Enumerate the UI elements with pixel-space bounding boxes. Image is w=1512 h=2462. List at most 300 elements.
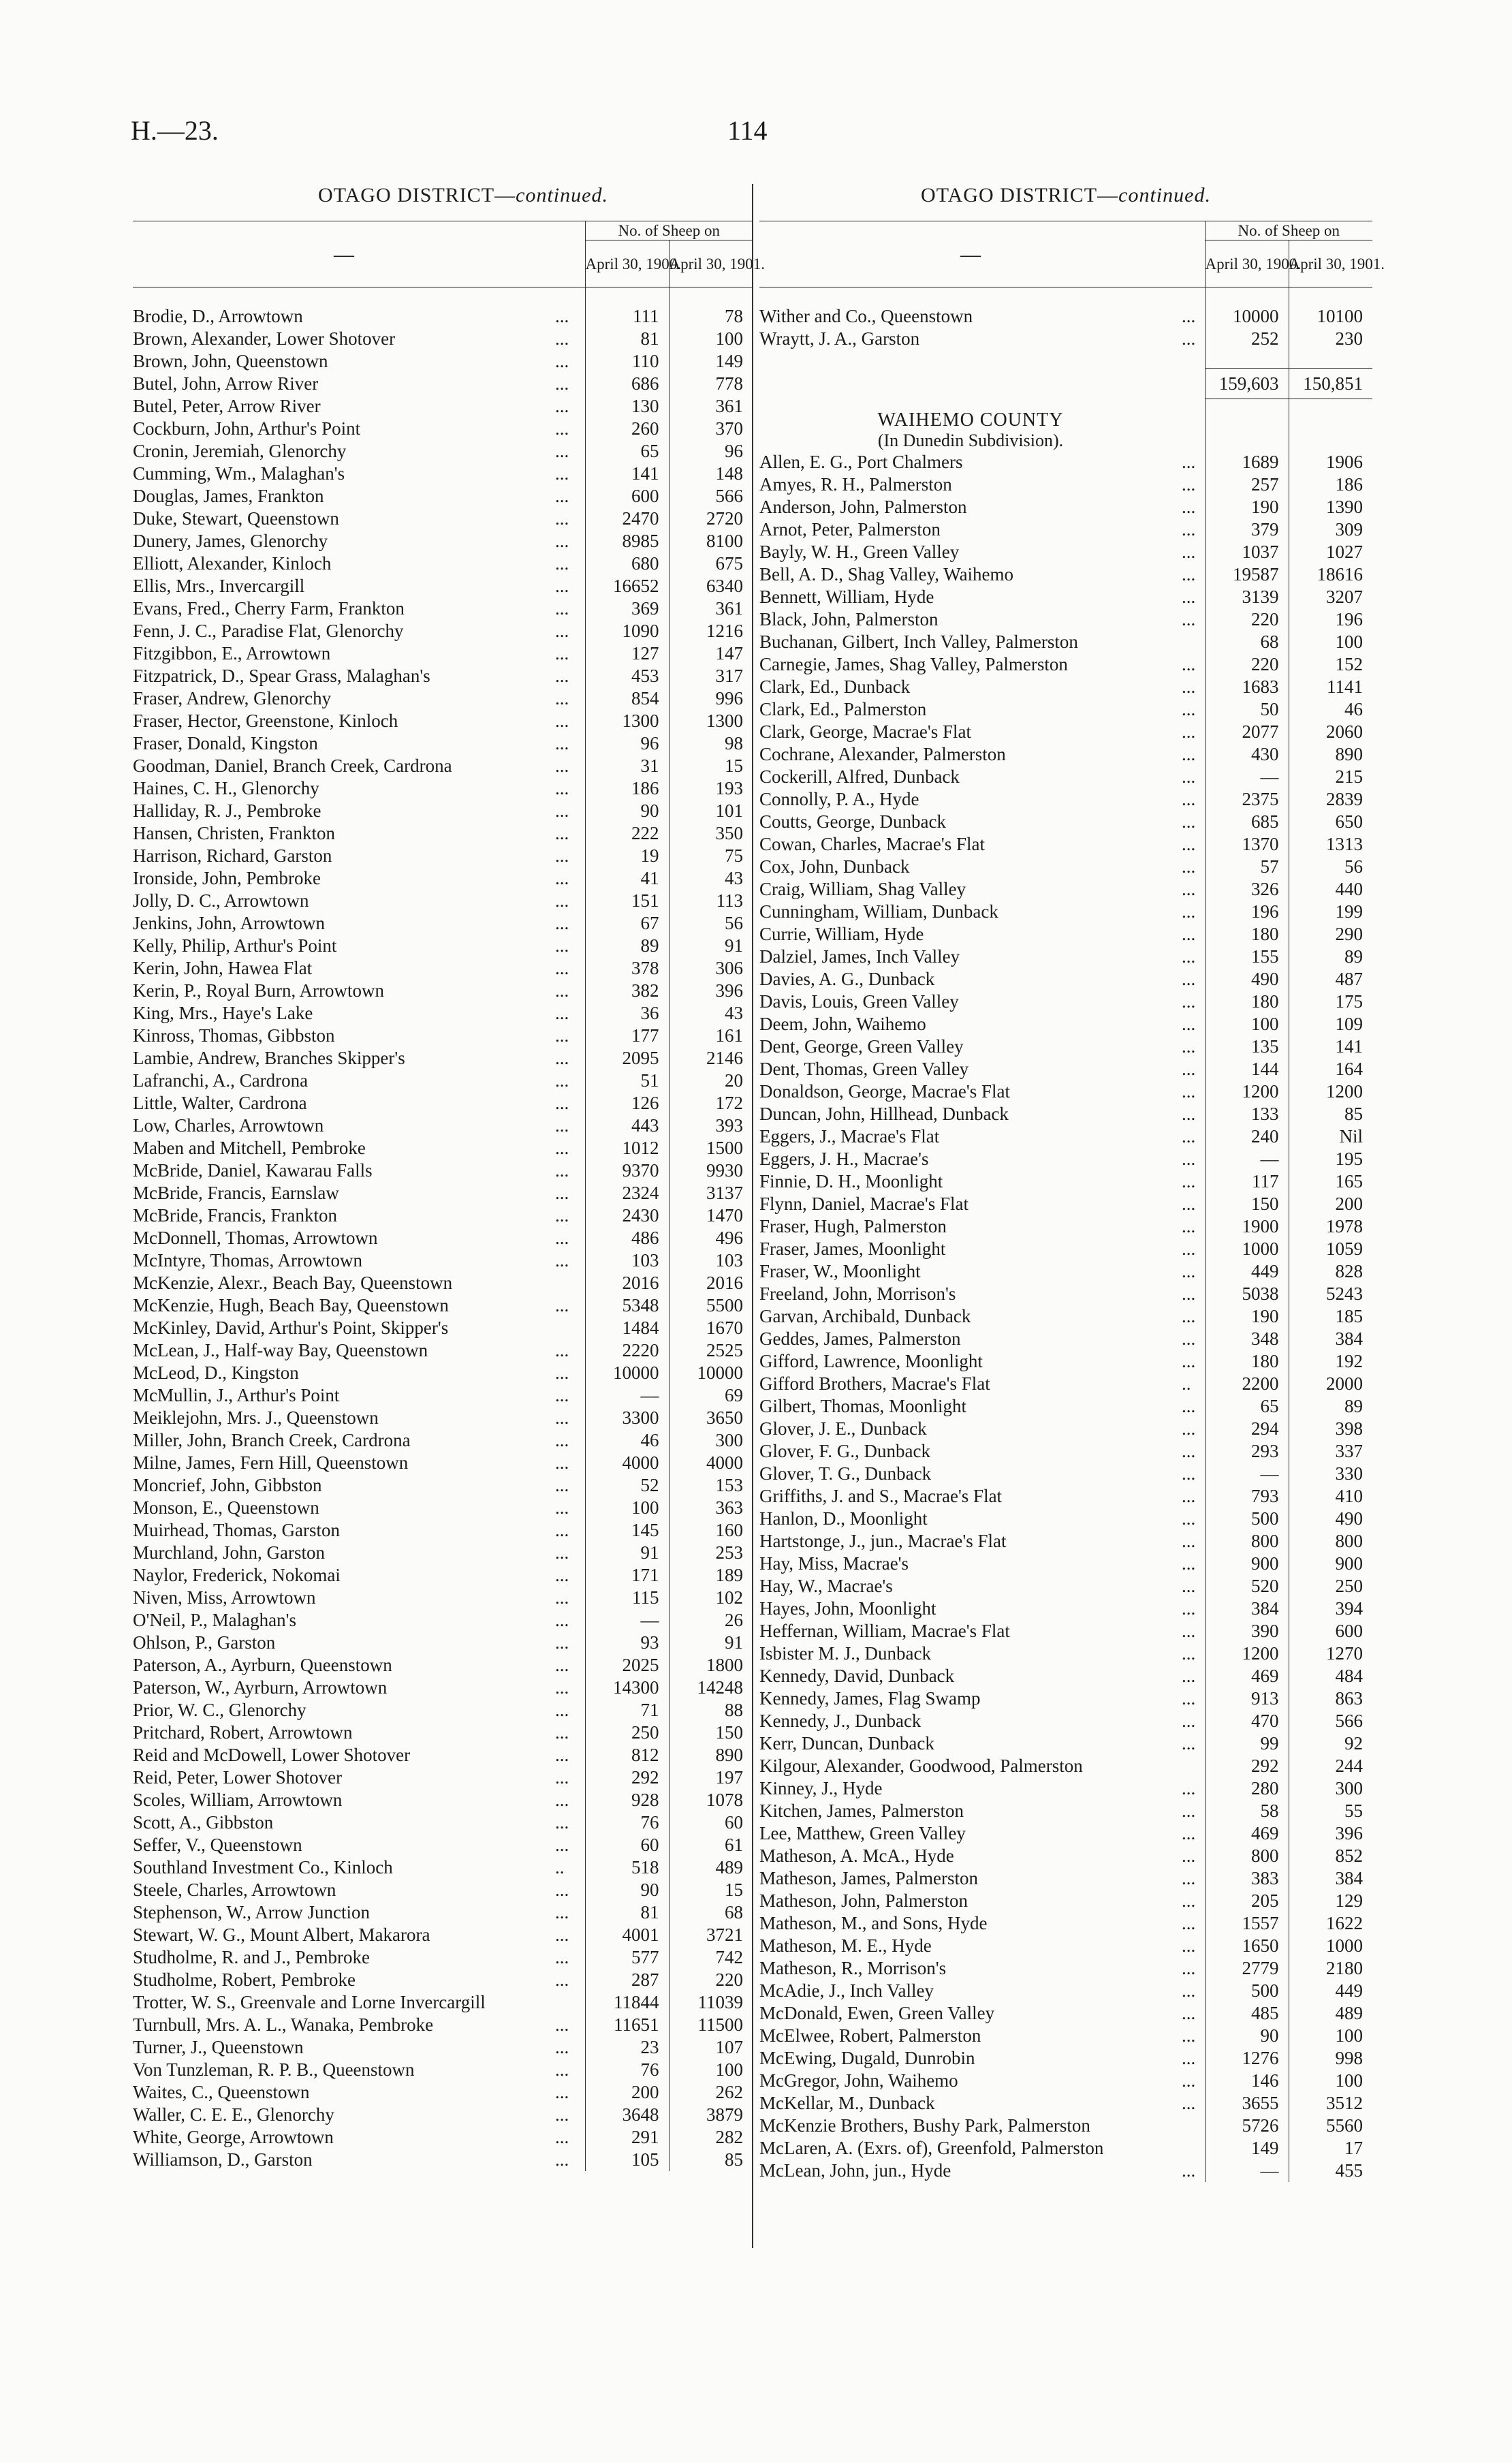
leader-dots: ...: [1182, 878, 1196, 899]
sheep-1900: 1900: [1205, 1215, 1289, 1238]
sheep-1901: 393: [669, 1115, 753, 1137]
leader-dots: ...: [1182, 1845, 1196, 1866]
table-row: [133, 1654, 753, 1677]
sheep-1900: 469: [1205, 1822, 1289, 1845]
leader-dots: ...: [1182, 1103, 1196, 1124]
left-title-continued: continued.: [516, 184, 608, 206]
owner-name: McLaren, A. (Exrs. of), Greenfold, Palmerston: [759, 2137, 1104, 2158]
leader-dots: ...: [1182, 1328, 1196, 1349]
leader-dots: ...: [555, 1025, 569, 1046]
sheep-1900: 150: [1205, 1193, 1289, 1215]
sheep-1900: 500: [1205, 1980, 1289, 2002]
table-row: [133, 800, 753, 822]
sheep-1900: 793: [1205, 1485, 1289, 1508]
table-row: [133, 1677, 753, 1699]
sheep-1900: 100: [585, 1497, 669, 1519]
leader-dots: ...: [555, 621, 569, 641]
owner-name: Cockburn, John, Arthur's Point: [133, 418, 361, 439]
sheep-1900: 5726: [1205, 2115, 1289, 2137]
table-row: [133, 1452, 753, 1474]
leader-dots: ...: [1182, 2070, 1196, 2091]
sheep-1901: 300: [1289, 1777, 1372, 1800]
table-row: [133, 350, 753, 373]
sheep-1900: 390: [1205, 1620, 1289, 1642]
sheep-1900: 81: [585, 1901, 669, 1924]
sheep-1900: 1300: [585, 710, 669, 732]
sheep-1900: 50: [1205, 698, 1289, 721]
table-row: [759, 946, 1372, 968]
leader-dots: ...: [555, 1947, 569, 1967]
sheep-1901: 5560: [1289, 2115, 1372, 2137]
leader-dots: ...: [555, 1520, 569, 1540]
leader-dots: ...: [1182, 1687, 1196, 1709]
owner-name: Von Tunzleman, R. P. B., Queenstown: [133, 2059, 415, 2080]
table-row: [133, 1789, 753, 1811]
sheep-1900: 486: [585, 1227, 669, 1249]
sheep-1901: 484: [1289, 1665, 1372, 1687]
leader-dots: ...: [555, 733, 569, 753]
owner-name: King, Mrs., Haye's Lake: [133, 1003, 313, 1023]
sheep-1900: 105: [585, 2149, 669, 2171]
sheep-1900: 31: [585, 755, 669, 777]
owner-name: McKenzie Brothers, Bushy Park, Palmerston: [759, 2115, 1090, 2136]
table-row: [759, 1553, 1372, 1575]
table-row: [133, 1609, 753, 1632]
sheep-1900: 600: [585, 485, 669, 508]
owner-name: Griffiths, J. and S., Macrae's Flat: [759, 1485, 1003, 1506]
sheep-1900: 1090: [585, 620, 669, 642]
owner-name: Turnbull, Mrs. A. L., Wanaka, Pembroke: [133, 2014, 434, 2035]
sheep-1900: 1683: [1205, 676, 1289, 698]
sheep-1900: 369: [585, 597, 669, 620]
leader-dots: ...: [555, 2014, 569, 2035]
table-row: [133, 1879, 753, 1901]
sheep-1901: 2180: [1289, 1957, 1372, 1980]
leader-dots: ...: [555, 800, 569, 821]
leader-dots: ...: [1182, 328, 1196, 349]
sheep-1900: 11844: [585, 1991, 669, 2014]
leader-dots: ...: [1182, 473, 1196, 495]
table-row: [133, 2126, 753, 2149]
table-row: [759, 1890, 1372, 1912]
table-row: [133, 980, 753, 1002]
leader-dots: ...: [1182, 2047, 1196, 2068]
leader-dots: ...: [555, 1138, 569, 1158]
table-row: [133, 1924, 753, 1946]
sheep-1900: 117: [1205, 1170, 1289, 1193]
leader-dots: ...: [555, 508, 569, 529]
sheep-1901: 107: [669, 2036, 753, 2059]
sheep-1901: 2839: [1289, 788, 1372, 811]
table-row: [133, 597, 753, 620]
right-col-1900: April 30, 1900.: [1205, 240, 1289, 287]
table-row: [133, 642, 753, 665]
sheep-1900: —: [585, 1609, 669, 1632]
owner-name: Studholme, R. and J., Pembroke: [133, 1947, 370, 1967]
table-row: [133, 1204, 753, 1227]
sheep-1900: 240: [1205, 1125, 1289, 1148]
sheep-1901: 384: [1289, 1328, 1372, 1350]
owner-name: Fraser, James, Moonlight: [759, 1238, 946, 1259]
table-row: [133, 890, 753, 912]
sheep-1901: 370: [669, 418, 753, 440]
owner-name: Clark, Ed., Palmerston: [759, 698, 927, 719]
owner-name: Haines, C. H., Glenorchy: [133, 778, 319, 798]
sheep-1900: 280: [1205, 1777, 1289, 1800]
table-row: [133, 620, 753, 642]
owner-name: Matheson, James, Palmerston: [759, 1867, 978, 1888]
right-sheep-header: No. of Sheep on: [1205, 221, 1372, 240]
table-row: [759, 923, 1372, 946]
sheep-1901: 3207: [1289, 586, 1372, 608]
leader-dots: ...: [555, 643, 569, 664]
sheep-1901: 91: [669, 1632, 753, 1654]
owner-name: Southland Investment Co., Kinloch: [133, 1857, 393, 1877]
sheep-1900: 485: [1205, 2002, 1289, 2025]
subdivision-heading: (In Dunedin Subdivision).: [877, 430, 1064, 450]
sheep-1900: 19: [585, 845, 669, 867]
sheep-1900: 52: [585, 1474, 669, 1497]
table-row: [759, 451, 1372, 473]
owner-name: McKinley, David, Arthur's Point, Skipper's: [133, 1318, 449, 1338]
sheep-1901: 2720: [669, 508, 753, 530]
sheep-1901: 153: [669, 1474, 753, 1497]
owner-name: McDonnell, Thomas, Arrowtown: [133, 1228, 378, 1248]
table-row: [133, 1519, 753, 1542]
owner-name: Cronin, Jeremiah, Glenorchy: [133, 441, 347, 461]
leader-dots: ...: [1182, 1980, 1196, 2001]
owner-name: Cumming, Wm., Malaghan's: [133, 463, 345, 484]
owner-name: Ironside, John, Pembroke: [133, 868, 321, 888]
sheep-1901: 100: [669, 2059, 753, 2081]
table-row: [759, 766, 1372, 788]
table-row: [133, 710, 753, 732]
owner-name: Hayes, John, Moonlight: [759, 1598, 936, 1619]
table-row: [133, 755, 753, 777]
sheep-1901: 1000: [1289, 1935, 1372, 1957]
leader-dots: ...: [1182, 1553, 1196, 1574]
table-row: [759, 1215, 1372, 1238]
table-row: [759, 676, 1372, 698]
leader-dots: ...: [1182, 1777, 1196, 1798]
owner-name: Kerr, Duncan, Dunback: [759, 1732, 934, 1754]
table-row: [759, 653, 1372, 676]
owner-name: Donaldson, George, Macrae's Flat: [759, 1080, 1011, 1102]
leader-dots: ...: [1182, 1822, 1196, 1843]
sheep-1901: 92: [1289, 1732, 1372, 1755]
sheep-1901: 828: [1289, 1260, 1372, 1283]
leader-dots: ...: [555, 553, 569, 574]
sheep-1901: 75: [669, 845, 753, 867]
sheep-1901: 449: [1289, 1980, 1372, 2002]
sheep-1901: 2525: [669, 1339, 753, 1362]
leader-dots: ...: [555, 576, 569, 596]
owner-name: Kitchen, James, Palmerston: [759, 1800, 964, 1821]
owner-name: Matheson, M. E., Hyde: [759, 1935, 932, 1956]
left-owner-header: —: [133, 221, 555, 287]
table-row: [759, 2092, 1372, 2115]
sheep-1901: 396: [669, 980, 753, 1002]
table-row: [759, 1530, 1372, 1553]
leader-dots: ...: [1182, 451, 1196, 472]
sheep-1901: 1390: [1289, 496, 1372, 518]
leader-dots: ...: [1182, 1260, 1196, 1281]
sheep-1900: 518: [585, 1856, 669, 1879]
owner-name: Maben and Mitchell, Pembroke: [133, 1138, 366, 1158]
table-row: [759, 2047, 1372, 2070]
leader-dots: ...: [1182, 698, 1196, 719]
sheep-1900: —: [1205, 766, 1289, 788]
sheep-1900: 1200: [1205, 1080, 1289, 1103]
sheep-1901: 100: [1289, 2025, 1372, 2047]
owner-name: Naylor, Frederick, Nokomai: [133, 1565, 341, 1585]
owner-name: Turner, J., Queenstown: [133, 2037, 304, 2057]
sheep-1901: 350: [669, 822, 753, 845]
sheep-1901: 113: [669, 890, 753, 912]
owner-name: Goodman, Daniel, Branch Creek, Cardrona: [133, 755, 452, 776]
sheep-1901: 5243: [1289, 1283, 1372, 1305]
sheep-1900: 91: [585, 1542, 669, 1564]
owner-name: Gifford, Lawrence, Moonlight: [759, 1350, 983, 1371]
sheep-1901: 3721: [669, 1924, 753, 1946]
sheep-1900: 2025: [585, 1654, 669, 1677]
left-title-text: OTAGO DISTRICT—: [318, 184, 516, 206]
owner-name: Freeland, John, Morrison's: [759, 1283, 956, 1304]
sheep-1901: 337: [1289, 1440, 1372, 1463]
leader-dots: ...: [1182, 766, 1196, 787]
leader-dots: ...: [555, 1475, 569, 1495]
table-row: [133, 1317, 753, 1339]
owner-name: McGregor, John, Waihemo: [759, 2070, 958, 2091]
table-row: [133, 2036, 753, 2059]
table-row: [133, 2104, 753, 2126]
sheep-1901: 487: [1289, 968, 1372, 991]
leader-dots: ...: [555, 755, 569, 776]
leader-dots: [555, 1317, 585, 1339]
sheep-1901: 1200: [1289, 1080, 1372, 1103]
owner-name: Garvan, Archibald, Dunback: [759, 1305, 971, 1326]
leader-dots: ...: [1182, 2025, 1196, 2046]
table-row: [759, 631, 1372, 653]
sheep-1901: 17: [1289, 2137, 1372, 2160]
owner-name: Cunningham, William, Dunback: [759, 901, 998, 922]
sheep-1900: 686: [585, 373, 669, 395]
sheep-1900: 500: [1205, 1508, 1289, 1530]
table-row: [759, 901, 1372, 923]
leader-dots: ...: [1182, 1418, 1196, 1439]
owner-name: Deem, John, Waihemo: [759, 1013, 926, 1034]
sheep-1901: 489: [1289, 2002, 1372, 2025]
owner-name: Studholme, Robert, Pembroke: [133, 1969, 356, 1990]
sheep-1900: 71: [585, 1699, 669, 1721]
sheep-1900: 453: [585, 665, 669, 687]
leader-dots: ...: [1182, 1215, 1196, 1236]
sheep-1900: 379: [1205, 518, 1289, 541]
owner-name: Kinross, Thomas, Gibbston: [133, 1025, 335, 1046]
sheep-1901: 998: [1289, 2047, 1372, 2070]
leader-dots: ...: [1182, 901, 1196, 922]
leader-dots: ...: [555, 1048, 569, 1068]
sheep-1900: 292: [1205, 1755, 1289, 1777]
table-row: [759, 1575, 1372, 1598]
owner-name: Harrison, Richard, Garston: [133, 845, 332, 866]
sheep-1900: 127: [585, 642, 669, 665]
sheep-1900: 470: [1205, 1710, 1289, 1732]
table-row: [133, 1564, 753, 1587]
sheep-1901: 384: [1289, 1867, 1372, 1890]
leader-dots: ...: [555, 1070, 569, 1091]
table-row: [133, 1946, 753, 1969]
owner-name: Hanlon, D., Moonlight: [759, 1508, 928, 1529]
sheep-1901: 102: [669, 1587, 753, 1609]
sheep-1901: 300: [669, 1429, 753, 1452]
sheep-1900: 800: [1205, 1845, 1289, 1867]
sheep-1900: 252: [1205, 328, 1289, 350]
sheep-1901: 1800: [669, 1654, 753, 1677]
owner-name: White, George, Arrowtown: [133, 2127, 334, 2147]
leader-dots: ...: [1182, 1598, 1196, 1619]
table-row: [133, 305, 753, 328]
leader-dots: ...: [1182, 1732, 1196, 1754]
owner-name: Ohlson, P., Garston: [133, 1632, 276, 1653]
sheep-1901: 1078: [669, 1789, 753, 1811]
sheep-1900: 144: [1205, 1058, 1289, 1080]
sheep-1900: 19587: [1205, 563, 1289, 586]
table-row: [133, 1137, 753, 1159]
sheep-1900: 96: [585, 732, 669, 755]
leader-dots: ...: [1182, 1642, 1196, 1664]
leader-dots: ...: [555, 1767, 569, 1788]
owner-name: Kennedy, J., Dunback: [759, 1710, 922, 1731]
sheep-1900: 41: [585, 867, 669, 890]
table-row: [759, 1800, 1372, 1822]
sheep-1900: 490: [1205, 968, 1289, 991]
sheep-1900: 294: [1205, 1418, 1289, 1440]
table-row: [133, 777, 753, 800]
sheep-1901: 306: [669, 957, 753, 980]
owner-name: Lee, Matthew, Green Valley: [759, 1822, 966, 1843]
table-row: [759, 2070, 1372, 2092]
leader-dots: ...: [1182, 586, 1196, 607]
table-row: [133, 1339, 753, 1362]
sheep-1900: 800: [1205, 1530, 1289, 1553]
owner-name: Buchanan, Gilbert, Inch Valley, Palmerston: [759, 631, 1078, 652]
table-row: [133, 1362, 753, 1384]
table-row: [759, 1148, 1372, 1170]
sheep-1901: 1059: [1289, 1238, 1372, 1260]
leader-dots: ...: [555, 778, 569, 798]
sheep-1900: 1200: [1205, 1642, 1289, 1665]
sheep-1900: 151: [585, 890, 669, 912]
owner-name: Reid, Peter, Lower Shotover: [133, 1767, 343, 1788]
owner-name: Butel, Peter, Arrow River: [133, 396, 321, 416]
sheep-1901: 10100: [1289, 305, 1372, 328]
leader-dots: ...: [1182, 1912, 1196, 1933]
owner-name: Glover, J. E., Dunback: [759, 1418, 927, 1439]
table-row: [759, 878, 1372, 901]
table-row: [759, 1058, 1372, 1080]
leader-dots: ...: [1182, 1035, 1196, 1057]
leader-dots: ...: [1182, 1935, 1196, 1956]
table-row: [759, 1485, 1372, 1508]
table-row: [759, 1170, 1372, 1193]
leader-dots: ...: [1182, 1485, 1196, 1506]
owner-name: McEwing, Dugald, Dunrobin: [759, 2047, 975, 2068]
owner-name: Clark, George, Macrae's Flat: [759, 721, 972, 742]
sheep-1901: 394: [1289, 1598, 1372, 1620]
sheep-1900: 68: [1205, 631, 1289, 653]
table-row: [133, 1766, 753, 1789]
sheep-1901: 3512: [1289, 2092, 1372, 2115]
table-row: [133, 687, 753, 710]
sheep-1900: 10000: [1205, 305, 1289, 328]
sheep-1901: 1622: [1289, 1912, 1372, 1935]
left-rows: [133, 287, 753, 2172]
sheep-1900: 58: [1205, 1800, 1289, 1822]
sheep-1901: 490: [1289, 1508, 1372, 1530]
sheep-1901: Nil: [1289, 1125, 1372, 1148]
sheep-1901: 361: [669, 597, 753, 620]
sheep-1900: 46: [585, 1429, 669, 1452]
owner-name: Dent, George, Green Valley: [759, 1035, 964, 1057]
sheep-1901: 91: [669, 935, 753, 957]
owner-name: McIntyre, Thomas, Arrowtown: [133, 1250, 362, 1271]
sheep-1900: 2324: [585, 1182, 669, 1204]
sheep-1900: 430: [1205, 743, 1289, 766]
owner-name: McKenzie, Alexr., Beach Bay, Queenstown: [133, 1273, 453, 1293]
table-row: [759, 328, 1372, 350]
table-row: [133, 1587, 753, 1609]
sheep-1901: 440: [1289, 878, 1372, 901]
table-row: [759, 1732, 1372, 1755]
sheep-1901: 6340: [669, 575, 753, 597]
leader-dots: ...: [555, 1835, 569, 1855]
owner-name: Murchland, John, Garston: [133, 1542, 325, 1563]
table-row: [133, 1249, 753, 1272]
sheep-1901: 98: [669, 732, 753, 755]
owner-name: Seffer, V., Queenstown: [133, 1835, 302, 1855]
leader-dots: ...: [1182, 1058, 1196, 1079]
owner-name: Fitzpatrick, D., Spear Grass, Malaghan's: [133, 666, 430, 686]
table-row: [759, 1957, 1372, 1980]
sheep-1900: —: [1205, 2160, 1289, 2182]
table-row: [759, 1867, 1372, 1890]
leader-dots: ...: [555, 1655, 569, 1675]
owner-name: Paterson, A., Ayrburn, Queenstown: [133, 1655, 392, 1675]
table-row: [759, 743, 1372, 766]
right-totals: [759, 350, 1372, 451]
leader-dots: ...: [555, 1183, 569, 1203]
table-row: [759, 541, 1372, 563]
owner-name: Scoles, William, Arrowtown: [133, 1790, 343, 1810]
table-row: [759, 1642, 1372, 1665]
owner-name: Wraytt, J. A., Garston: [759, 328, 920, 349]
sheep-1901: 160: [669, 1519, 753, 1542]
sheep-1900: —: [1205, 1148, 1289, 1170]
sheep-1901: 60: [669, 1811, 753, 1834]
sheep-1901: 900: [1289, 1553, 1372, 1575]
sheep-1901: 101: [669, 800, 753, 822]
owner-name: Anderson, John, Palmerston: [759, 496, 967, 517]
table-row: [759, 1598, 1372, 1620]
owner-name: McElwee, Robert, Palmerston: [759, 2025, 981, 2046]
table-row: [133, 575, 753, 597]
sheep-1901: 4000: [669, 1452, 753, 1474]
sheep-1900: 1370: [1205, 833, 1289, 856]
owner-name: Fraser, Andrew, Glenorchy: [133, 688, 332, 708]
sheep-1901: 161: [669, 1025, 753, 1047]
sheep-1900: 449: [1205, 1260, 1289, 1283]
